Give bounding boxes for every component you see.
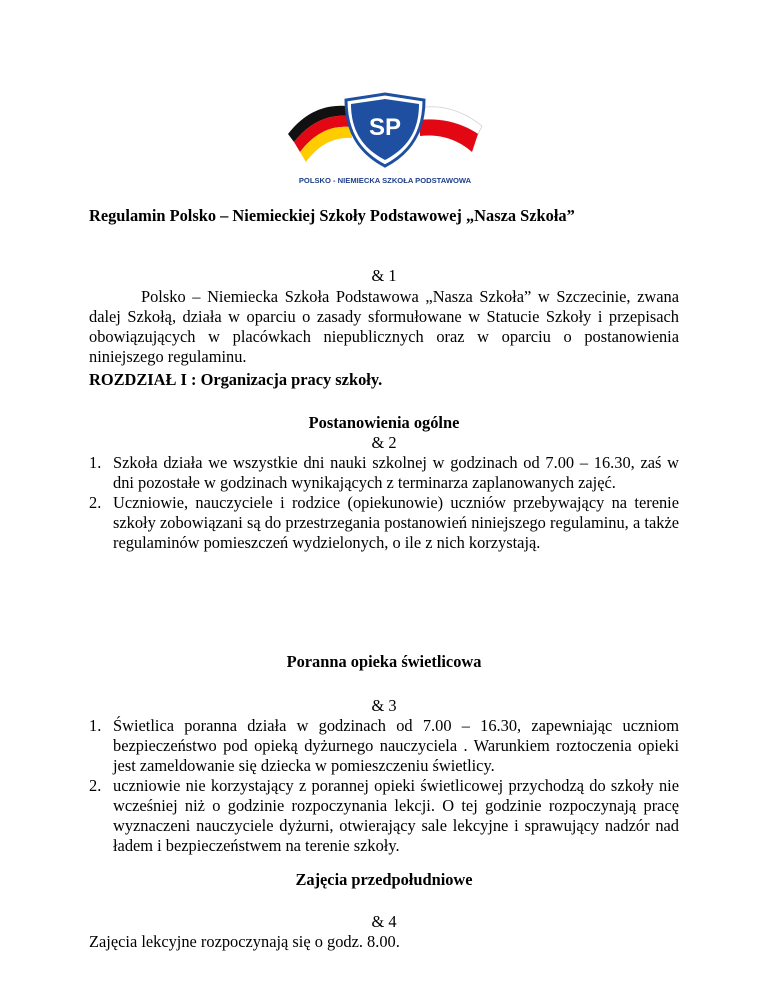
section-mark-4: & 4	[371, 912, 397, 931]
list-number: 1.	[89, 453, 102, 472]
section-mark-2: & 2	[371, 433, 397, 452]
morning-care-heading: Poranna opieka świetlicowa	[286, 652, 482, 671]
school-logo	[280, 90, 490, 188]
list-item	[89, 453, 679, 493]
section-mark-3: & 3	[371, 696, 397, 715]
list-item	[89, 493, 679, 553]
general-provisions-list	[89, 453, 679, 553]
list-text: Szkoła działa we wszystkie dni nauki szkolnej w godzinach od 7.00 – 16.30, zaś w dni pozostałe w godzinach wynikających z terminarza zaplanowanych zajęć.	[113, 453, 679, 492]
list-number: 2.	[89, 776, 102, 795]
forenoon-classes-text: Zajęcia lekcyjne rozpoczynają się o godz. 8.00.	[89, 932, 400, 951]
chapter-1-heading: ROZDZIAŁ I : Organizacja pracy szkoły.	[89, 370, 383, 389]
forenoon-classes-heading: Zajęcia przedpołudniowe	[295, 870, 473, 889]
list-text: Świetlica poranna działa w godzinach od 7.00 – 16.30, zapewniając uczniom bezpieczeństwo pod opieką dyżurnego nauczyciela . Warunkiem roztoczenia opieki jest zameldowanie się dziecka w pomieszczeniu świetlicy.	[113, 716, 679, 775]
list-text: uczniowie nie korzystający z porannej opieki świetlicowej przychodzą do szkoły nie wcześniej niż o godzinie rozpoczynania lekcji. O tej godzinie rozpoczynają pracę wyznaczeni nauczyciele dyżurni, otwierający sale lekcyjne i sprawujący nadzór nad ładem i bezpieczeństwem na terenie szkoły.	[113, 776, 679, 855]
document-title: Regulamin Polsko – Niemieckiej Szkoły Podstawowej „Nasza Szkoła”	[89, 206, 575, 225]
list-number: 1.	[89, 716, 102, 735]
morning-care-list	[89, 716, 679, 856]
list-number: 2.	[89, 493, 102, 512]
general-provisions-heading: Postanowienia ogólne	[308, 413, 460, 432]
section-1-paragraph: Polsko – Niemiecka Szkoła Podstawowa „Nasza Szkoła” w Szczecinie, zwana dalej Szkołą, działa w oparciu o zasady sformułowane w Statucie Szkoły i przepisach obowiązujących w placówkach niepublicznych oraz w oparciu o postanowienia niniejszego regulaminu.	[89, 287, 679, 366]
list-text: Uczniowie, nauczyciele i rodzice (opiekunowie) uczniów przebywający na terenie szkoły zobowiązani są do przestrzegania postanowień niniejszego regulaminu, a także regulaminów pomieszczeń wydzielonych, o ile z nich korzystają.	[113, 493, 679, 552]
shield-text: SP	[368, 114, 402, 141]
list-item	[89, 716, 679, 776]
list-item	[89, 776, 679, 856]
section-mark-1: & 1	[371, 266, 397, 285]
logo-caption: POLSKO - NIEMIECKA SZKOŁA PODSTAWOWA	[298, 176, 472, 185]
